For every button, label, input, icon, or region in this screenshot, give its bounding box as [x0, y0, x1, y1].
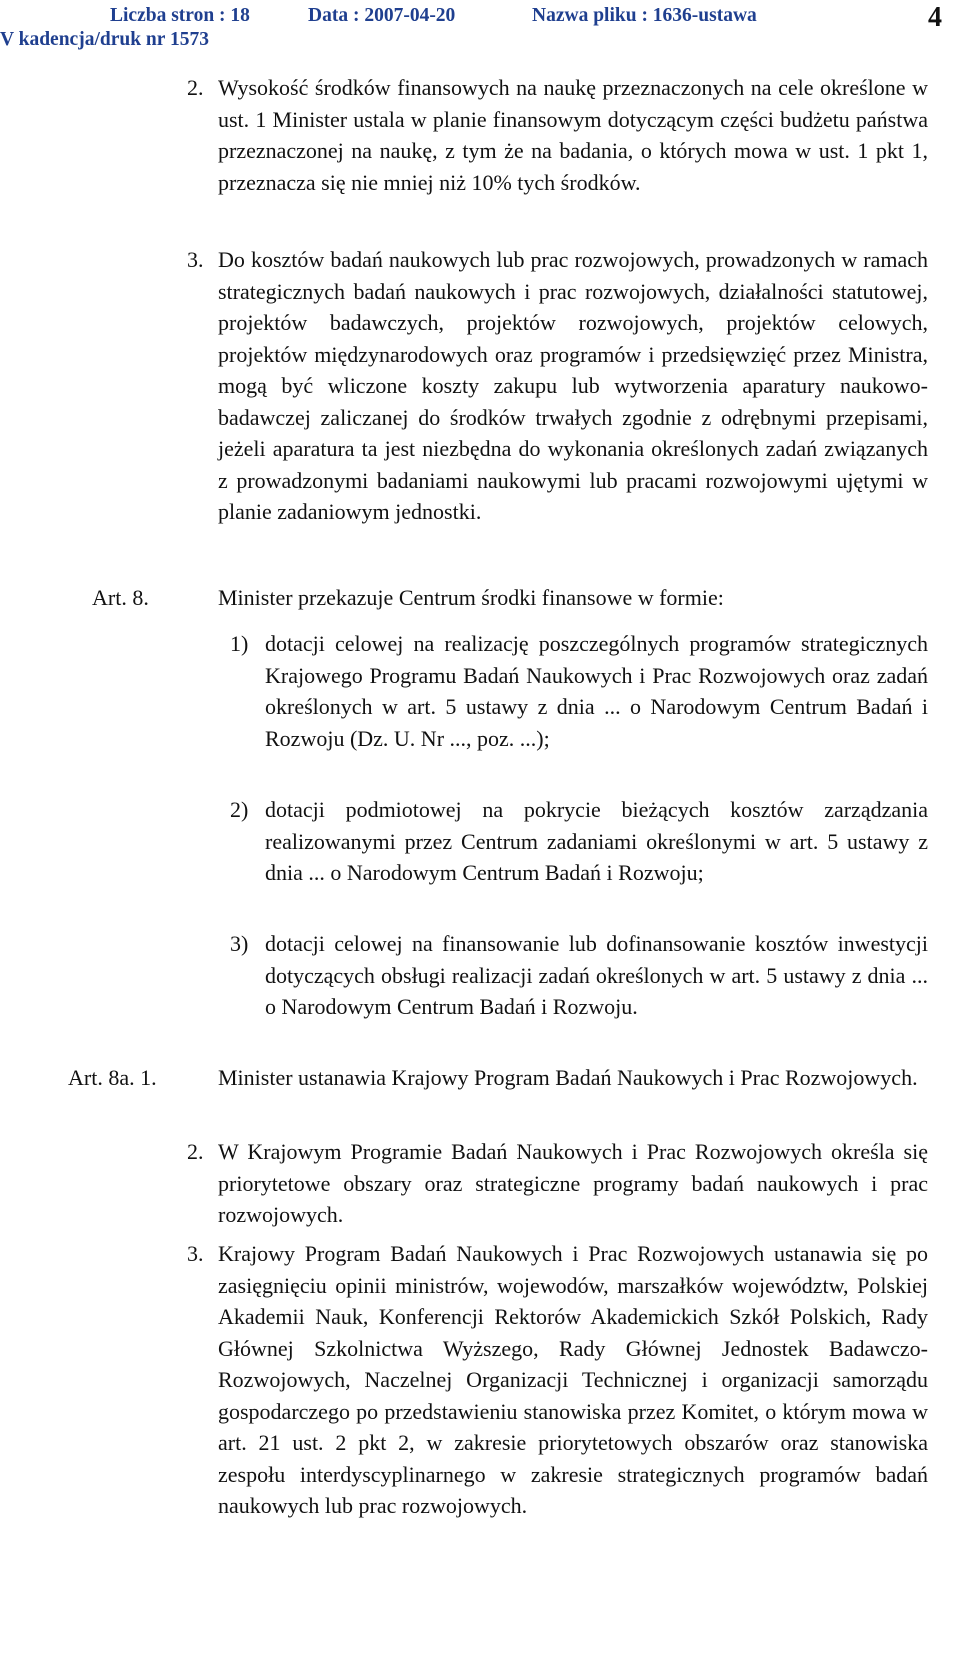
- header-page-count: Liczba stron : 18: [110, 5, 250, 26]
- page-number: 4: [928, 2, 942, 33]
- art8-item2-text: dotacji podmiotowej na pokrycie bieżących kosztów zarządzania realizowanymi przez Centrum zadaniami określonymi w art. 5 ustawy z dnia ... o Narodowym Centrum Badań i Rozwoju;: [265, 797, 928, 885]
- header-term-print: V kadencja/druk nr 1573: [0, 29, 209, 50]
- art8a-par3-text: Krajowy Program Badań Naukowych i Prac Rozwojowych ustanawia się po zasięgnięciu opinii ministrów, wojewodów, marszałków województw, Polskiej Akademii Nauk, Konferencji Rektorów Akademickich Szkół Polskich, Rady Głównej Szkolnictwa Wyższego, Rady Głównej Jednostek Badawczo-Rozwojowych, Naczelnej Organizacji Technicznej i organizacji samorządu gospodarczego po przedstawieniu stanowiska przez Komitet, o którym mowa w art. 21 ust. 2 pkt 2, w zakresie priorytetowych obszarów oraz stanowiska zespołu interdyscyplinarnego w zakresie strategicznych programów badań naukowych lub prac rozwojowych.: [218, 1241, 928, 1518]
- art8a-par3-number: 3.: [187, 1241, 204, 1266]
- art8-label: Art. 8.: [92, 585, 149, 610]
- art8a-label: Art. 8a. 1.: [68, 1065, 157, 1090]
- art8-item1-number: 1): [230, 631, 249, 656]
- document-header: [0, 0, 960, 56]
- art8a-par1-text: Minister ustanawia Krajowy Program Badań Naukowych i Prac Rozwojowych.: [218, 1065, 918, 1090]
- art8a-par2-text: W Krajowym Programie Badań Naukowych i Prac Rozwojowych określa się priorytetowe obszary oraz strategiczne programy badań naukowych i prac rozwojowych.: [218, 1139, 928, 1227]
- art7-par2-text: Wysokość środków finansowych na naukę przeznaczonych na cele określone w ust. 1 Minister ustala w planie finansowym dotyczącym części budżetu państwa przeznaczonej na naukę, z tym że na badania, o których mowa w ust. 1 pkt 1, przeznacza się nie mniej niż 10% tych środków.: [218, 75, 928, 195]
- art8-intro: Minister przekazuje Centrum środki finansowe w formie:: [218, 585, 724, 610]
- art7-par3-number: 3.: [187, 247, 204, 272]
- art8a-par2-number: 2.: [187, 1139, 204, 1164]
- art7-par3-text: Do kosztów badań naukowych lub prac rozwojowych, prowadzonych w ramach strategicznych badań naukowych i prac rozwojowych, działalności statutowej, projektów badawczych, projektów rozwojowych, projektów celowych, projektów międzynarodowych oraz programów i przedsięwzięć przez Ministra, mogą być wliczone koszty zakupu lub wytworzenia aparatury naukowo-badawczej zaliczanej do środków trwałych zgodnie z odrębnymi przepisami, jeżeli aparatura ta jest niezbędna do wykonania określonych zadań związanych z prowadzonymi badaniami naukowymi lub pracami rozwojowymi ujętymi w planie zadaniowym jednostki.: [218, 247, 928, 524]
- art8-item3-text: dotacji celowej na finansowanie lub dofinansowanie kosztów inwestycji dotyczących obsługi realizacji zadań określonych w art. 5 ustawy z dnia ... o Narodowym Centrum Badań i Rozwoju.: [265, 931, 928, 1019]
- art7-par2-number: 2.: [187, 75, 204, 100]
- art8-item3-number: 3): [230, 931, 249, 956]
- art8-item2-number: 2): [230, 797, 249, 822]
- art8-item1-text: dotacji celowej na realizację poszczególnych programów strategicznych Krajowego Programu Badań Naukowych i Prac Rozwojowych oraz zadań określonych w art. 5 ustawy z dnia ... o Narodowym Centrum Badań i Rozwoju (Dz. U. Nr ..., poz. ...);: [265, 631, 928, 751]
- header-file-name: Nazwa pliku : 1636-ustawa: [532, 5, 757, 26]
- header-date: Data : 2007-04-20: [308, 5, 456, 26]
